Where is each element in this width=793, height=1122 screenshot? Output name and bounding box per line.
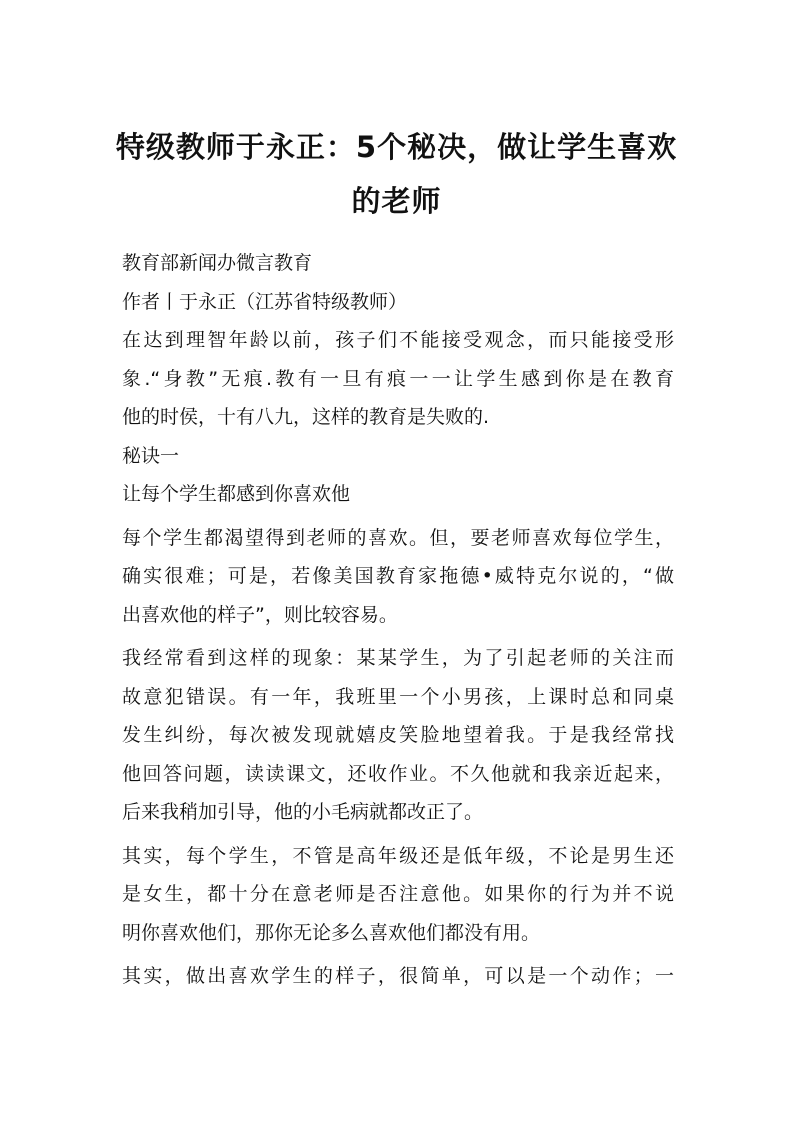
paragraph-line: 是女生，都十分在意老师是否注意他。如果你的行为并不说 <box>122 883 674 905</box>
title-line-1: 特级教师于永正：5个秘决，做让学生喜欢 <box>115 130 678 164</box>
article-body <box>122 244 674 996</box>
title-line-2: 的老师 <box>351 184 442 218</box>
author-line: 作者丨于永正（江苏省特级教师） <box>122 290 408 313</box>
paragraph-line: 我经常看到这样的现象：某某学生，为了引起老师的关注而 <box>122 647 674 669</box>
paragraph-line: 发生纠纷，每次被发现就嬉皮笑脸地望着我。于是我经常找 <box>122 724 674 746</box>
section-heading: 秘诀一 <box>122 444 180 467</box>
paragraph-line: 每个学生都渴望得到老师的喜欢。但，要老师喜欢每位学生， <box>122 526 674 549</box>
paragraph-line: 出喜欢他的样子”，则比较容易。 <box>122 603 398 626</box>
paragraph-line: 其实，做出喜欢学生的样子，很简单，可以是一个动作；一 <box>122 965 674 987</box>
paragraph-line: 确实很难；可是，若像美国教育家拖德•威特克尔说的，“做 <box>122 565 674 587</box>
source-line: 教育部新闻办微言教育 <box>122 252 313 274</box>
paragraph-line: 明你喜欢他们，那你无论多么喜欢他们都没有用。 <box>122 921 541 944</box>
article-title <box>100 120 693 228</box>
paragraph-line: 其实，每个学生，不管是高年级还是低年级，不论是男生还 <box>122 844 674 867</box>
section-subheading: 让每个学生都感到你喜欢他 <box>122 483 351 505</box>
intro-line: 在达到理智年龄以前，孩子们不能接受观念，而只能接受形 <box>122 329 674 351</box>
paragraph-line: 他回答问题，读读课文，还收作业。不久他就和我亲近起来， <box>122 762 674 785</box>
intro-line: 他的时侯，十有八九，这样的教育是失败的. <box>122 406 490 428</box>
paragraph-line: 后来我稍加引导，他的小毛病就都改正了。 <box>122 801 484 823</box>
intro-line: 象.“身教”无痕.教有一旦有痕一一让学生感到你是在教育 <box>122 367 674 390</box>
paragraph-line: 故意犯错误。有一年，我班里一个小男孩，上课时总和同桌 <box>122 685 674 708</box>
